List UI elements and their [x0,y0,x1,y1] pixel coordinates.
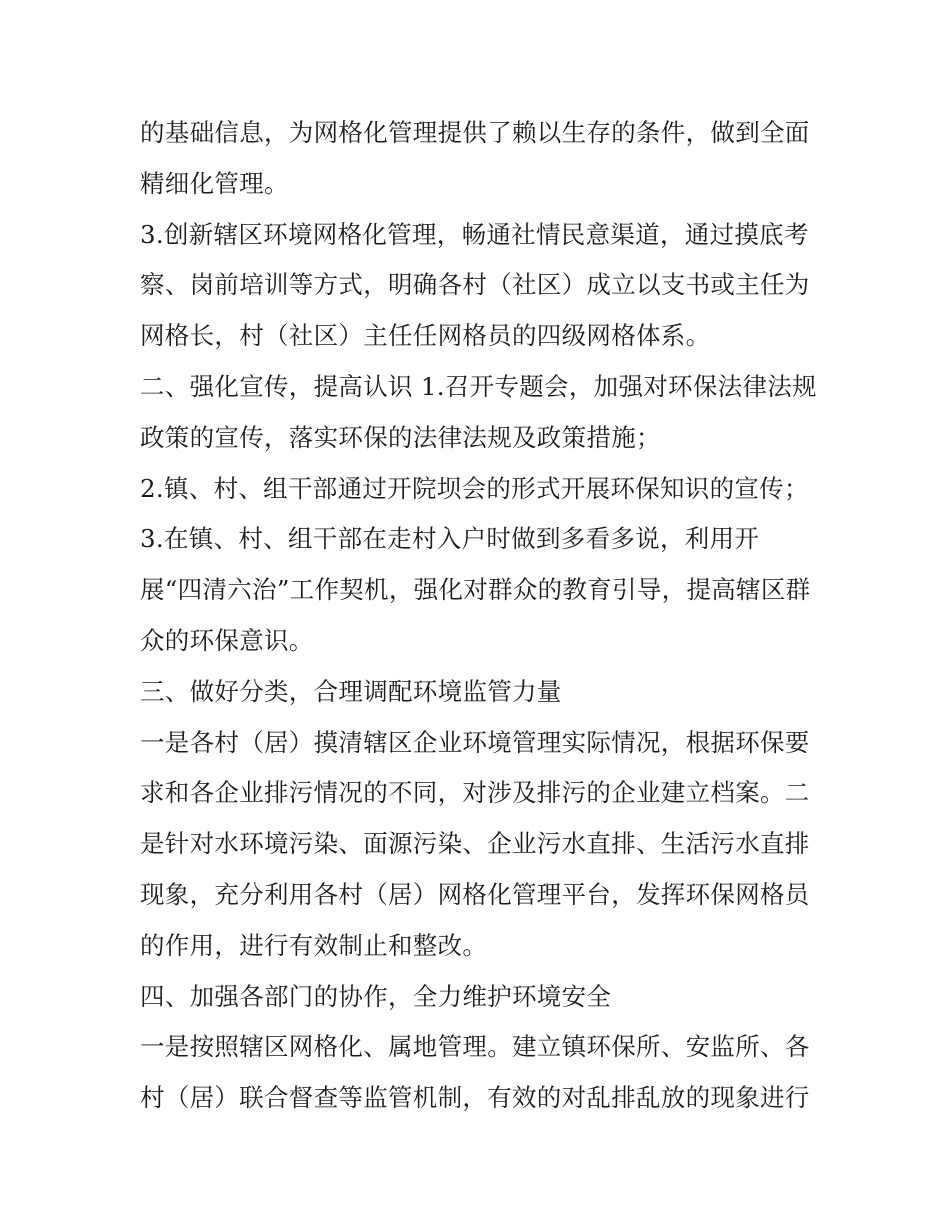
text-line: 一是按照辖区网格化、属地管理。建立镇环保所、安监所、各 [140,1032,810,1062]
document-body [140,108,820,1124]
text-line: 求和各企业排污情况的不同，对涉及排污的企业建立档案。二 [140,778,810,808]
section-heading-line: 四、加强各部门的协作，全力维护环境安全 [140,981,612,1011]
text-line: 的基础信息，为网格化管理提供了赖以生存的条件，做到全面 [140,118,810,147]
text-line: 2.镇、村、组干部通过开院坝会的形式开展环保知识的宣传； [140,473,809,503]
text-line: 精细化管理。 [140,168,289,198]
section-heading-line: 二、强化宣传，提高认识 1.召开专题会，加强对环保法律法规 [140,371,817,401]
text-line: 政策的宣传，落实环保的法律法规及政策措施； [140,422,661,452]
text-line: 的作用，进行有效制止和整改。 [140,930,488,960]
text-line: 网格长，村（社区）主任任网格员的四级网格体系。 [140,321,711,351]
text-line: 察、岗前培训等方式，明确各村（社区）成立以支书或主任为 [140,270,810,300]
text-line: 众的环保意识。 [140,625,314,655]
text-line: 是针对水环境污染、面源污染、企业污水直排、生活污水直排 [140,829,810,859]
section-heading-line: 三、做好分类，合理调配环境监管力量 [140,676,562,706]
text-line: 村（居）联合督查等监管机制，有效的对乱排乱放的现象进行 [140,1083,810,1113]
text-line: 3.创新辖区环境网格化管理，畅通社情民意渠道，通过摸底考 [140,219,809,249]
text-line: 现象，充分利用各村（居）网格化管理平台，发挥环保网格员 [140,879,810,909]
text-line: 一是各村（居）摸清辖区企业环境管理实际情况，根据环保要 [140,727,810,757]
text-line: 展“四清六治”工作契机，强化对群众的教育引导，提高辖区群 [140,575,811,605]
text-line: 3.在镇、村、组干部在走村入户时做到多看多说，利用开 [140,524,760,554]
